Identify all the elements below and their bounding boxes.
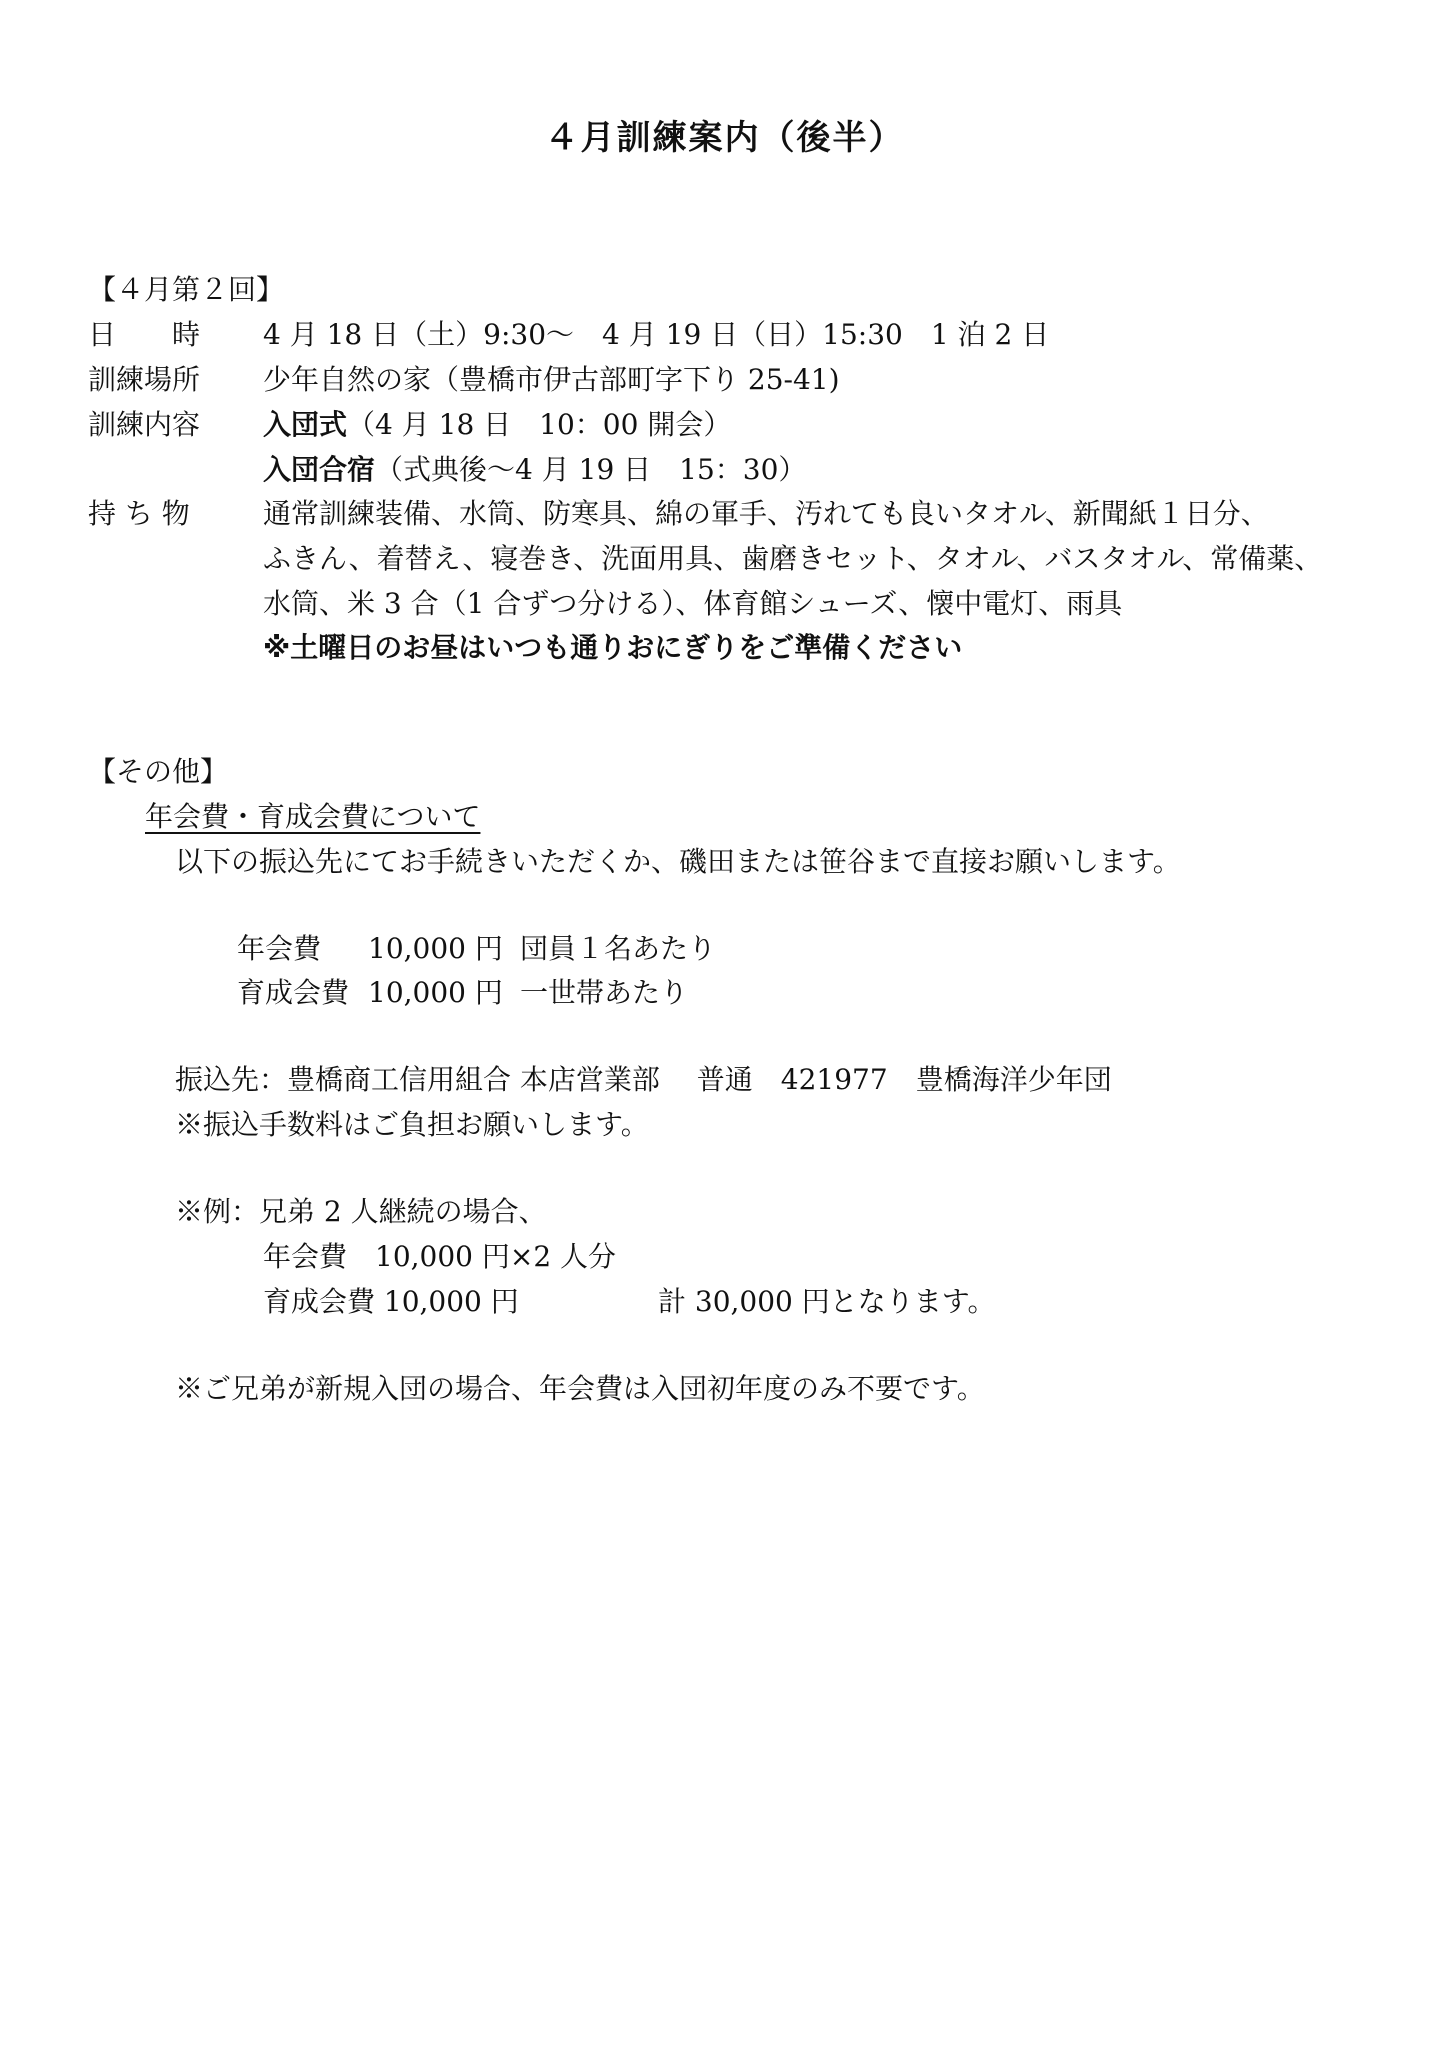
datetime-label: 日 時 bbox=[88, 318, 201, 351]
fee-support-note: 一世帯あたり bbox=[520, 976, 689, 1009]
content-item-1-title: 入団式 bbox=[263, 408, 348, 441]
items-label: 持 ち 物 bbox=[88, 497, 190, 530]
fee-annual-label: 年会費 bbox=[237, 932, 322, 965]
example-line-1: ※例：兄弟 2 人継続の場合、 bbox=[175, 1195, 547, 1228]
items-line-1: 通常訓練装備、水筒、防寒具、綿の軍手、汚れても良いタオル、新聞紙１日分、 bbox=[263, 497, 1269, 530]
example-total: 計 30,000 円となります。 bbox=[658, 1285, 996, 1318]
training-heading: 【４月第２回】 bbox=[88, 273, 285, 306]
content-label: 訓練内容 bbox=[88, 408, 201, 441]
transfer-account: 振込先：豊橋商工信用組合 本店営業部 普通 421977 豊橋海洋少年団 bbox=[175, 1063, 1112, 1096]
fee-annual-amount: 10,000 円 bbox=[368, 932, 503, 965]
fee-support-amount: 10,000 円 bbox=[368, 976, 503, 1009]
fee-annual-note: 団員１名あたり bbox=[520, 932, 717, 965]
place-value: 少年自然の家（豊橋市伊古部町字下り 25-41) bbox=[263, 363, 840, 396]
fees-subheading: 年会費・育成会費について bbox=[145, 800, 481, 833]
content-item-2 bbox=[263, 448, 806, 488]
items-line-3: 水筒、米 3 合（1 合ずつ分ける）、体育館シューズ、懐中電灯、雨具 bbox=[263, 587, 1123, 620]
sibling-note: ※ご兄弟が新規入団の場合、年会費は入団初年度のみ不要です。 bbox=[175, 1372, 985, 1405]
items-note: ※土曜日のお昼はいつも通りおにぎりをご準備ください bbox=[263, 631, 963, 664]
example-line-3a: 育成会費 10,000 円 bbox=[263, 1285, 519, 1318]
other-heading: 【その他】 bbox=[88, 755, 229, 788]
items-line-2: ふきん、着替え、寝巻き、洗面用具、歯磨きセット、タオル、バスタオル、常備薬、 bbox=[263, 542, 1323, 575]
content-item-2-detail: （式典後～4 月 19 日 15：30） bbox=[375, 453, 807, 486]
fees-intro: 以下の振込先にてお手続きいただくか、磯田または笹谷まで直接お願いします。 bbox=[175, 845, 1181, 878]
transfer-fee-note: ※振込手数料はご負担お願いします。 bbox=[175, 1108, 649, 1141]
content-item-1 bbox=[263, 403, 731, 443]
content-item-1-detail: （4 月 18 日 10：00 開会） bbox=[347, 408, 732, 441]
example-line-2: 年会費 10,000 円×2 人分 bbox=[263, 1240, 617, 1273]
page-title: ４月訓練案内（後半） bbox=[544, 118, 905, 158]
fee-support-label: 育成会費 bbox=[237, 976, 350, 1009]
content-item-2-title: 入団合宿 bbox=[263, 453, 376, 486]
place-label: 訓練場所 bbox=[88, 363, 201, 396]
datetime-value: 4 月 18 日（土）9:30～ 4 月 19 日（日）15:30 1 泊 2 日 bbox=[263, 318, 1050, 351]
